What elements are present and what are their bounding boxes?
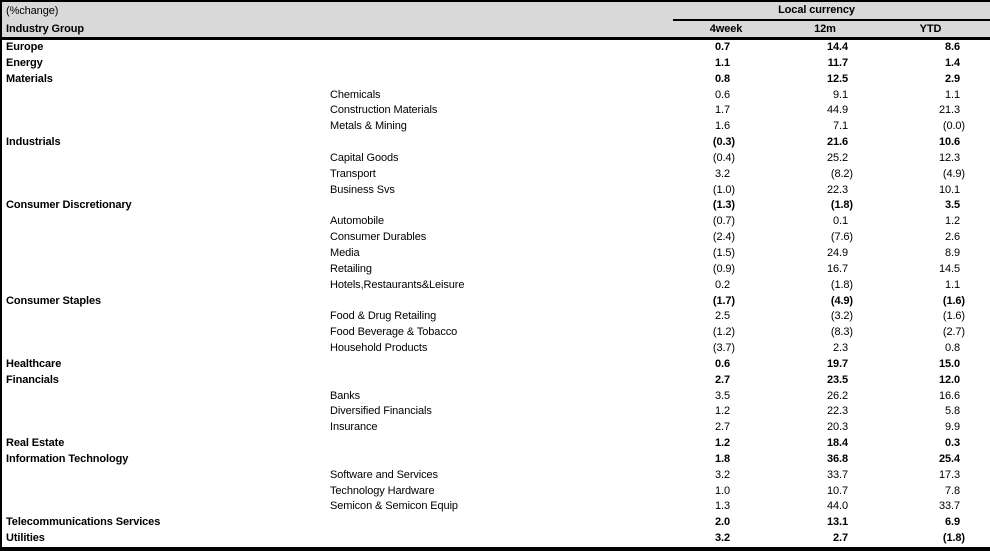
value-cell-4week: (1.3) xyxy=(712,199,735,212)
value-cell-12m: 14.4 xyxy=(826,41,848,53)
value-cell-4week: 2.7 xyxy=(715,421,730,434)
value-cell-12m: 2.7 xyxy=(833,532,848,545)
industry-group-label: Energy xyxy=(6,56,43,69)
value-cell-ytd: 33.7 xyxy=(938,500,960,513)
value-cell-4week: (1.7) xyxy=(712,294,735,307)
value-cell-ytd: 6.9 xyxy=(945,516,960,529)
industry-group-label: Financials xyxy=(6,373,59,386)
table-body xyxy=(1,39,990,550)
value-cell-ytd: 2.9 xyxy=(945,72,960,85)
value-cell-ytd: (0.0) xyxy=(942,120,965,133)
value-cell-ytd: 1.4 xyxy=(945,56,960,69)
value-cell-ytd: 1.2 xyxy=(945,215,960,228)
table-row xyxy=(1,151,990,167)
value-cell-12m: 13.1 xyxy=(826,516,848,529)
value-cell-4week: 0.2 xyxy=(715,278,730,291)
industry-subgroup-label: Media xyxy=(330,246,360,259)
corner-label: (%change) xyxy=(1,1,673,20)
table-row xyxy=(1,119,990,135)
table-row xyxy=(1,103,990,119)
industry-group-label: Consumer Staples xyxy=(6,294,101,307)
value-cell-4week: 1.1 xyxy=(715,56,730,69)
industry-group-label: Utilities xyxy=(6,532,45,545)
value-cell-ytd: 14.5 xyxy=(938,262,960,275)
value-cell-ytd: (1.6) xyxy=(942,294,965,307)
value-cell-12m: 18.4 xyxy=(826,437,848,450)
industry-subgroup-label: Food & Drug Retailing xyxy=(330,310,437,323)
value-cell-4week: (0.7) xyxy=(712,215,735,228)
value-cell-12m: 22.3 xyxy=(826,405,848,418)
table-row xyxy=(1,373,990,389)
value-cell-4week: (2.4) xyxy=(712,231,735,244)
value-cell-4week: 1.0 xyxy=(715,484,730,497)
industry-subgroup-label: Capital Goods xyxy=(330,151,399,164)
value-cell-ytd: (2.7) xyxy=(942,326,965,339)
value-cell-4week: 1.7 xyxy=(715,104,730,117)
value-cell-ytd: 12.0 xyxy=(938,373,960,386)
industry-group-label: Consumer Discretionary xyxy=(6,199,132,212)
value-cell-ytd: 2.6 xyxy=(945,231,960,244)
table-row xyxy=(1,39,990,56)
value-cell-ytd: 15.0 xyxy=(938,357,960,370)
value-cell-4week: (3.7) xyxy=(712,342,735,355)
table-row xyxy=(1,515,990,531)
value-cell-12m: 25.2 xyxy=(826,151,848,164)
industry-group-label: Real Estate xyxy=(6,437,65,450)
value-cell-ytd: 3.5 xyxy=(945,199,960,212)
industry-subgroup-label: Hotels,Restaurants&Leisure xyxy=(330,278,465,291)
value-cell-12m: 26.2 xyxy=(826,389,848,402)
value-cell-ytd: 16.6 xyxy=(938,389,960,402)
column-header-4week: 4week xyxy=(673,20,779,39)
value-cell-12m: 24.9 xyxy=(826,246,848,259)
industry-subgroup-label: Business Svs xyxy=(330,183,395,196)
value-cell-ytd: 21.3 xyxy=(938,104,960,117)
value-cell-ytd: 9.9 xyxy=(945,421,960,434)
value-cell-12m: 33.7 xyxy=(826,468,848,481)
value-cell-4week: 0.8 xyxy=(715,72,730,85)
table-row xyxy=(1,183,990,199)
value-cell-ytd: (1.8) xyxy=(942,532,965,545)
industry-subgroup-label: Household Products xyxy=(330,342,428,355)
value-cell-12m: 12.5 xyxy=(826,72,848,85)
value-cell-4week: (0.3) xyxy=(712,136,735,149)
table-row xyxy=(1,420,990,436)
value-cell-12m: (8.2) xyxy=(830,167,853,180)
value-cell-12m: (7.6) xyxy=(830,231,853,244)
value-cell-12m: 20.3 xyxy=(826,421,848,434)
value-cell-ytd: 10.1 xyxy=(938,183,960,196)
value-cell-4week: 0.6 xyxy=(715,357,730,370)
table-row xyxy=(1,246,990,262)
industry-subgroup-label: Retailing xyxy=(330,262,372,275)
value-cell-12m: (1.8) xyxy=(830,278,853,291)
industry-subgroup-label: Automobile xyxy=(330,215,385,228)
value-cell-4week: 2.0 xyxy=(715,516,730,529)
value-cell-4week: 3.2 xyxy=(715,468,730,481)
value-cell-ytd: 7.8 xyxy=(945,484,960,497)
value-cell-12m: 22.3 xyxy=(826,183,848,196)
table-header xyxy=(1,1,990,39)
industry-group-label: Industrials xyxy=(6,136,61,149)
value-cell-4week: 2.5 xyxy=(715,310,730,323)
value-cell-ytd: 0.8 xyxy=(945,342,960,355)
header-row-columns xyxy=(1,20,990,39)
value-cell-ytd: 0.3 xyxy=(945,437,960,450)
industry-subgroup-label: Technology Hardware xyxy=(330,484,435,497)
row-header: Industry Group xyxy=(1,20,673,39)
table-row xyxy=(1,56,990,72)
table-row xyxy=(1,135,990,151)
value-cell-ytd: (1.6) xyxy=(942,310,965,323)
industry-group-label: Europe xyxy=(6,41,44,53)
table-row xyxy=(1,88,990,104)
value-cell-4week: 0.7 xyxy=(715,41,730,53)
value-cell-12m: 0.1 xyxy=(833,215,848,228)
value-cell-ytd: 1.1 xyxy=(945,88,960,101)
table-row xyxy=(1,309,990,325)
industry-subgroup-label: Food Beverage & Tobacco xyxy=(330,326,458,339)
industry-subgroup-label: Diversified Financials xyxy=(330,405,432,418)
value-cell-12m: (3.2) xyxy=(830,310,853,323)
header-row-group xyxy=(1,1,990,20)
value-cell-4week: 0.6 xyxy=(715,88,730,101)
industry-subgroup-label: Chemicals xyxy=(330,88,381,101)
value-cell-ytd: 10.6 xyxy=(938,136,960,149)
value-cell-12m: (8.3) xyxy=(830,326,853,339)
industry-subgroup-label: Software and Services xyxy=(330,468,438,481)
table-row xyxy=(1,436,990,452)
value-cell-12m: 7.1 xyxy=(833,120,848,133)
value-cell-4week: 3.5 xyxy=(715,389,730,402)
value-cell-4week: 1.2 xyxy=(715,405,730,418)
value-cell-12m: 10.7 xyxy=(826,484,848,497)
table-row xyxy=(1,404,990,420)
value-cell-12m: 44.0 xyxy=(826,500,848,513)
value-cell-4week: (1.2) xyxy=(712,326,735,339)
industry-subgroup-label: Construction Materials xyxy=(330,104,438,117)
industry-group-label: Healthcare xyxy=(6,357,62,370)
table-row xyxy=(1,499,990,515)
industry-subgroup-label: Transport xyxy=(330,167,376,180)
industry-subgroup-label: Banks xyxy=(330,389,361,402)
industry-group-label: Telecommunications Services xyxy=(6,516,161,529)
value-cell-4week: 3.2 xyxy=(715,167,730,180)
value-cell-ytd: 25.4 xyxy=(938,452,960,465)
value-cell-12m: 11.7 xyxy=(827,56,848,69)
value-cell-12m: 36.8 xyxy=(826,452,848,465)
table-row xyxy=(1,167,990,183)
table-row xyxy=(1,452,990,468)
table-row xyxy=(1,389,990,405)
industry-subgroup-label: Metals & Mining xyxy=(330,120,407,133)
value-cell-12m: 44.9 xyxy=(826,104,848,117)
industry-group-label: Materials xyxy=(6,72,53,85)
table-row xyxy=(1,325,990,341)
column-group-header: Local currency xyxy=(673,1,990,20)
value-cell-ytd: 17.3 xyxy=(938,468,960,481)
value-cell-4week: (1.5) xyxy=(712,246,735,259)
value-cell-12m: (1.8) xyxy=(830,199,853,212)
value-cell-ytd: (4.9) xyxy=(942,167,965,180)
table-row xyxy=(1,531,990,549)
value-cell-ytd: 1.1 xyxy=(945,278,960,291)
table-row xyxy=(1,468,990,484)
table-row xyxy=(1,262,990,278)
column-header-12m: 12m xyxy=(779,20,871,39)
value-cell-4week: (0.9) xyxy=(712,262,735,275)
value-cell-4week: 3.2 xyxy=(715,532,730,545)
value-cell-12m: 23.5 xyxy=(826,373,848,386)
table-row xyxy=(1,214,990,230)
value-cell-12m: 2.3 xyxy=(833,342,848,355)
value-cell-4week: (1.0) xyxy=(712,183,735,196)
value-cell-ytd: 5.8 xyxy=(945,405,960,418)
table-row xyxy=(1,294,990,310)
value-cell-4week: 1.3 xyxy=(715,500,730,513)
table-row xyxy=(1,357,990,373)
table-row xyxy=(1,230,990,246)
table-row xyxy=(1,484,990,500)
value-cell-4week: 1.2 xyxy=(715,437,730,450)
value-cell-ytd: 8.6 xyxy=(945,41,960,53)
table-row xyxy=(1,278,990,294)
value-cell-4week: (0.4) xyxy=(712,151,735,164)
value-cell-12m: (4.9) xyxy=(830,294,853,307)
industry-subgroup-label: Semicon & Semicon Equip xyxy=(330,500,458,513)
industry-subgroup-label: Consumer Durables xyxy=(330,231,427,244)
value-cell-ytd: 8.9 xyxy=(945,246,960,259)
value-cell-4week: 1.6 xyxy=(715,120,730,133)
value-cell-12m: 19.7 xyxy=(826,357,848,370)
value-cell-ytd: 12.3 xyxy=(938,151,960,164)
industry-group-label: Information Technology xyxy=(6,452,129,465)
table-row xyxy=(1,198,990,214)
value-cell-12m: 21.6 xyxy=(826,136,848,149)
table-row xyxy=(1,341,990,357)
value-cell-12m: 9.1 xyxy=(833,88,848,101)
column-header-ytd: YTD xyxy=(871,20,990,39)
value-cell-4week: 1.8 xyxy=(715,452,730,465)
industry-subgroup-label: Insurance xyxy=(330,421,378,434)
value-cell-4week: 2.7 xyxy=(715,373,730,386)
value-cell-12m: 16.7 xyxy=(826,262,848,275)
table-row xyxy=(1,72,990,88)
